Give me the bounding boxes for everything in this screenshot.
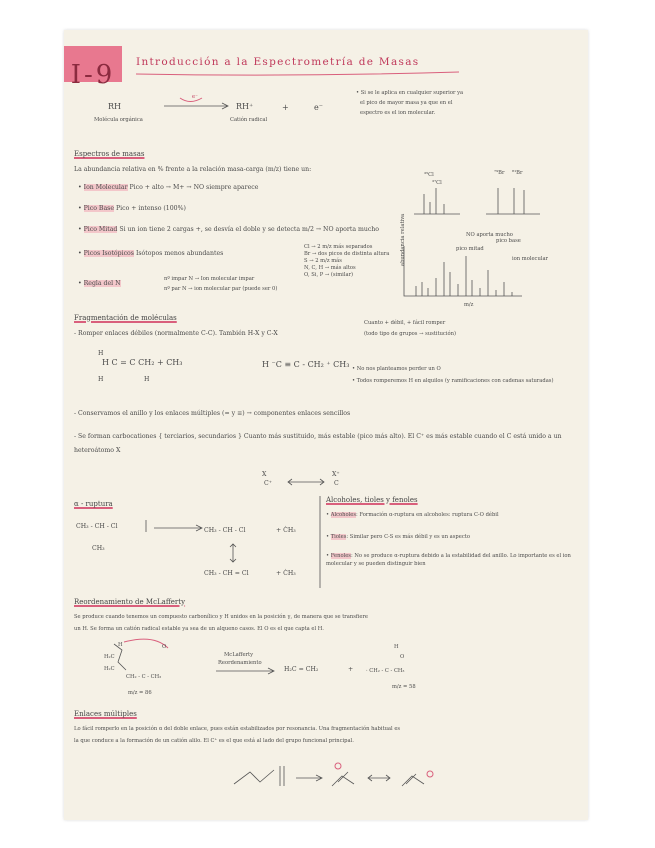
h-bottom: H — [98, 376, 104, 383]
isotope-note-3: S → 2 m/z más — [304, 258, 342, 264]
alpha-product-1-radical: + ĊH₃ — [276, 527, 296, 534]
spectrum-label-br79: ⁷⁹Br — [494, 170, 505, 176]
section-heading-alpha: α - ruptura — [74, 500, 113, 508]
alpha-reactant-sub: CH₃ — [92, 545, 105, 552]
item-label: Alcoholes — [330, 512, 357, 518]
spectrum-label-pico-base: pico base — [496, 238, 521, 244]
alcoholes-divider — [318, 494, 322, 590]
item-picos-isotopicos: • Picos Isotópicos Isótopos menos abundantes — [78, 250, 224, 257]
multiples-line-2: la que conduce a la formación de un catión alilo. El C⁺ es el que está al lado del grupo funcional principal. — [74, 738, 354, 744]
allyl-cation-sketch — [230, 754, 460, 794]
title-underline — [134, 70, 464, 78]
spectrum-yaxis-label: abundancia relativa — [400, 213, 406, 266]
mclafferty-arrow — [214, 666, 278, 676]
fragmentation-note-2: • Todos romperemos H en alquilos (y ramificaciones con cadenas saturadas) — [352, 378, 554, 384]
item-regla-n: • Regla del N — [78, 280, 121, 287]
mclafferty-mz-right: m/z = 58 — [392, 684, 416, 690]
section-heading-espectros: Espectros de masas — [74, 150, 145, 158]
reactant-label: Molécula orgánica — [94, 117, 143, 123]
nitrogen-rule-2: nº par N → ion molecular par (puede ser 0) — [164, 286, 278, 292]
bromine-spectrum-sketch — [484, 180, 544, 218]
title-number-box — [64, 46, 122, 90]
spectrum-label-no-aporta: NO aporta mucho — [466, 232, 513, 238]
isotope-note-4: N, C, H → más altos — [304, 265, 356, 271]
multiples-line-1: Lo fácil romperlo en la posición α del doble enlace, pues están estabilizados por resonancia. Una fragmentación habitual es — [74, 726, 401, 732]
fragmentation-line-1-note: (todo tipo de grupos → sustitución) — [364, 331, 456, 337]
mclafferty-h2c-2: H₂C — [104, 666, 115, 672]
spectrum-label-cl35: ³⁵Cl — [424, 172, 434, 178]
fragmentation-line-3: - Se forman carbocationes { terciarios, secundarios } Cuanto más sustituido, más estable (pico más alto). El C⁺ es más estable cuando el C está unido a un heteroátomo X — [74, 433, 562, 454]
item-text: Isótopos menos abundantes — [135, 250, 224, 257]
spectrum-label-cl37: ³⁷Cl — [432, 180, 442, 186]
item-text: Si un ion tiene 2 cargas +, se desvía el doble y se detecta m/2 → NO aporta mucho — [119, 226, 380, 233]
item-text: Pico + alto → M+ → NO siempre aparece — [129, 184, 259, 191]
resonance-right: X⁺ C — [332, 471, 340, 487]
mclafferty-line-1: Se produce cuando tenemos un compuesto carbonílico y H unidos en la posición γ, de manera que se transfiere — [74, 614, 368, 620]
isotope-note-1: Cl → 2 m/z más separados — [304, 244, 373, 250]
item-text: Formación α-ruptura en alcoholes: ruptura C-O débil — [359, 512, 499, 518]
mclafferty-enol-o: O — [400, 654, 405, 660]
fragmentation-line-1: - Romper enlaces débiles (normalmente C-C). También H-X y C-X — [74, 330, 278, 337]
alpha-reactant: CH₃ - CH - Cl — [76, 523, 118, 530]
fragmentation-line-2: - Conservamos el anillo y los enlaces múltiples (= y ≡) → componentes enlaces sencillos — [74, 410, 351, 417]
isotope-note-2: Br → dos picos de distinta altura — [304, 251, 390, 257]
section-heading-mclafferty: Reordenamiento de McLafferty — [74, 598, 186, 606]
alpha-product-2: CH₃ - CH = Cl — [204, 570, 249, 577]
mclafferty-arrow-top: McLafferty — [224, 652, 254, 658]
full-spectrum-sketch — [396, 242, 526, 302]
intro-note-line-3: espectro es el ion molecular. — [360, 110, 436, 116]
mclafferty-arrow-bottom: Reordenamiento — [218, 660, 262, 666]
item-text: Similar pero C-S es más débil y es un aspecto — [349, 534, 470, 540]
product-formula: RH⁺ — [236, 102, 254, 111]
title-number: I-9 — [70, 60, 116, 90]
alcoholes-item: • Alcoholes: Formación α-ruptura en alcoholes: ruptura C-O débil — [326, 512, 499, 518]
mclafferty-h: H — [118, 642, 123, 648]
spectrum-label-br81: ⁸¹Br — [512, 170, 523, 176]
notebook-page — [64, 30, 588, 820]
alkene-structure: H C = C CH₂ + CH₃ — [102, 358, 183, 367]
resonance-left: X C⁺ — [262, 471, 272, 487]
item-label: Ion Molecular — [83, 184, 128, 191]
ionization-electron-label: e⁻ — [192, 94, 198, 100]
alpha-resonance-arrow — [228, 542, 238, 564]
h-top: H — [98, 350, 104, 357]
item-label: Regla del N — [83, 280, 121, 287]
mclafferty-mz-left: m/z = 86 — [128, 690, 152, 696]
mclafferty-o: O — [162, 644, 167, 650]
alkyne-structure: H ⁻C ≡ C - CH₂ ⁺ CH₃ — [262, 360, 350, 369]
item-ion-molecular: • Ion Molecular Pico + alto → M+ → NO siempre aparece — [78, 184, 259, 191]
item-text: Pico + intenso (100%) — [115, 205, 186, 212]
section-heading-multiples: Enlaces múltiples — [74, 710, 137, 718]
alpha-product-1: CH₃ - CH - Cl — [204, 527, 246, 534]
item-label: Tioles — [330, 534, 347, 540]
mclafferty-left-molecule: CH₂ - C - CH₃ — [126, 674, 162, 680]
espectros-intro: La abundancia relativa en % frente a la relación masa-carga (m/z) tiene un: — [74, 166, 312, 173]
item-text: No se produce α-ruptura debido a la estabilidad del anillo. Lo importante es el ion molecular y se pueden distinguir bien — [326, 553, 571, 567]
alpha-product-2-radical: + ĊH₃ — [276, 570, 296, 577]
spectrum-label-pico-mitad: pico mitad — [456, 246, 484, 252]
tioles-item: • Tioles: Similar pero C-S es más débil y es un aspecto — [326, 534, 470, 540]
mclafferty-line-2: un H. Se forma un catión radical estable ya sea de un alqueno casos. El O es el que capta el H. — [74, 626, 324, 632]
h-bottom-right: H — [144, 376, 150, 383]
item-label: Picos Isotópicos — [83, 250, 134, 257]
mclafferty-h2c-1: H₂C — [104, 654, 115, 660]
fragmentation-note-1: • No nos planteamos perder un O — [352, 366, 441, 372]
intro-note-line-1: • Si se le aplica en cualquier superior ya — [356, 90, 464, 96]
page-title: Introducción a la Espectrometría de Masas — [136, 56, 420, 68]
chlorine-spectrum-sketch — [412, 182, 462, 218]
item-pico-mitad: • Pico Mitad Si un ion tiene 2 cargas +, se desvía el doble y se detecta m/2 → NO aporta mucho — [78, 226, 380, 233]
mclafferty-plus: + — [348, 666, 354, 673]
alpha-arrow — [144, 518, 206, 532]
mclafferty-enol-h: H — [394, 644, 399, 650]
spectrum-xaxis-label: m/z — [464, 302, 474, 308]
intro-note-line-2: el pico de mayor masa ya que en el — [360, 100, 453, 106]
electron-formula: e⁻ — [314, 103, 323, 112]
nitrogen-rule-1: nº impar N → Ion molecular impar — [164, 276, 255, 282]
fenoles-item: • Fenoles: No se produce α-ruptura debido a la estabilidad del anillo. Lo importante es el ion molecular y se pueden distinguir bien — [326, 553, 571, 567]
fragmentation-top-note: Cuanto + débil, + fácil romper — [364, 320, 446, 326]
resonance-arrow — [286, 478, 326, 486]
mclafferty-enol: · CH₂ - C - CH₃ — [366, 668, 405, 674]
section-heading-alcoholes: Alcoholes, tioles y fenoles — [326, 496, 418, 504]
item-label: Pico Base — [83, 205, 114, 212]
item-label: Pico Mitad — [83, 226, 118, 233]
mclafferty-alkene: H₂C = CH₂ — [284, 666, 319, 673]
spectrum-label-ion-molecular: ion molecular — [512, 256, 549, 262]
item-label: Fenoles — [330, 553, 351, 559]
isotope-note-5: O, Si, P → (similar) — [304, 272, 354, 278]
product-label: Catión radical — [230, 117, 268, 123]
section-heading-fragmentacion: Fragmentación de moléculas — [74, 314, 177, 322]
ionization-arrow — [162, 96, 232, 110]
item-pico-base: • Pico Base Pico + intenso (100%) — [78, 205, 186, 212]
plus-sign: + — [282, 103, 289, 112]
reactant-formula: RH — [108, 102, 121, 111]
